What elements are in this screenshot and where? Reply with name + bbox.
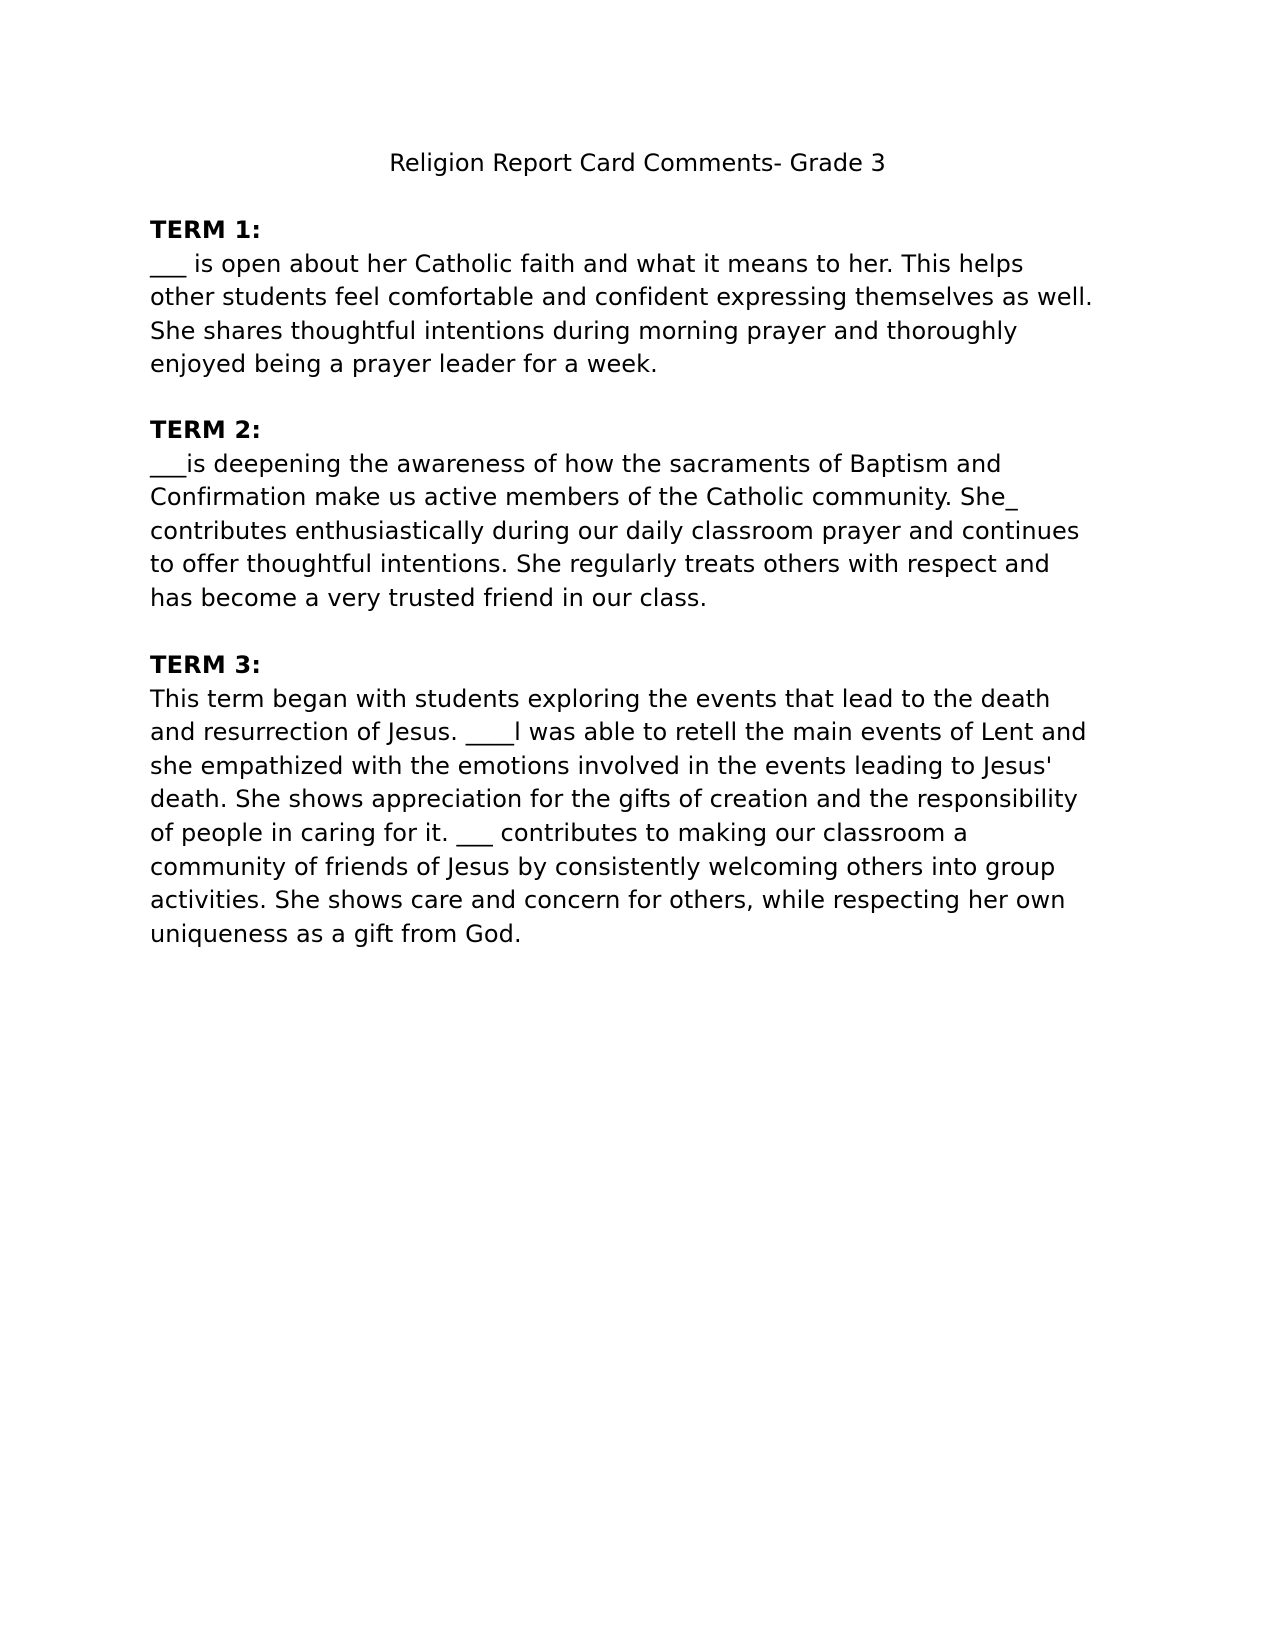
term-3-heading: TERM 3:	[150, 651, 262, 679]
term-3-comment: This term began with students exploring the events that lead to the death and resurrection of Jesus. ____l was able to retell the main events of Lent and she empathized with the emotions involved in the events leading to Jesus' death. She shows appreciation for the gifts of creation and the responsibility of people in caring for it. ___ contributes to making our classroom a community of friends of Jesus by consistently welcoming others into group activities. She shows care and concern for others, while respecting her own uniqueness as a gift from God.	[150, 684, 1087, 948]
term-2-comment: ___is deepening the awareness of how the sacraments of Baptism and Confirmation make us active members of the Catholic community. She_ contributes enthusiastically during our daily classroom prayer and continues to offer thoughtful intentions. She regularly treats others with respect and has become a very trusted friend in our class.	[150, 449, 1080, 612]
term-2-heading: TERM 2:	[150, 416, 262, 444]
term-3-section	[150, 649, 1140, 951]
term-1-comment: ___ is open about her Catholic faith and what it means to her. This helps other students feel comfortable and confident expressing themselves as well. She shares thoughtful intentions during morning prayer and thoroughly enjoyed being a prayer leader for a week.	[150, 249, 1093, 379]
document-title: Religion Report Card Comments- Grade 3	[389, 149, 886, 177]
term-1-section	[150, 214, 1140, 382]
term-2-section	[150, 414, 1140, 616]
term-1-heading: TERM 1:	[150, 216, 262, 244]
